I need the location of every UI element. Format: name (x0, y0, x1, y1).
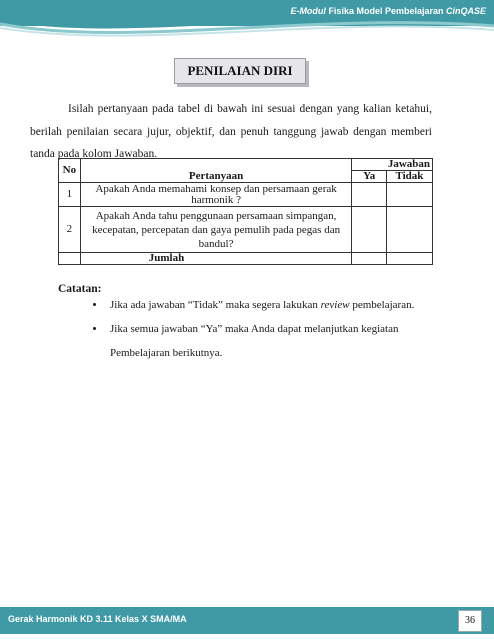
header-title: E-Modul Fisika Model Pembelajaran CinQASE (290, 6, 486, 16)
answer-yes-cell[interactable] (352, 207, 386, 253)
answer-yes-cell[interactable] (352, 183, 386, 207)
row-number: 1 (59, 183, 81, 207)
list-item: • Jika semua jawaban “Ya” maka Anda dapat melanjutkan kegiatan Pembelajaran berikutnya. (106, 317, 451, 365)
total-tidak-cell[interactable] (386, 253, 432, 265)
header-tidak: Tidak (386, 171, 432, 183)
footer-text: Gerak Harmonik KD 3.11 Kelas X SMA/MA (8, 614, 187, 624)
table-row (59, 207, 433, 253)
row-question: Apakah Anda tahu penggunaan persamaan simpangan, kecepatan, percepatan dan gaya pemulih pada pegas dan bandul? (80, 207, 352, 253)
row-number: 2 (59, 207, 81, 253)
list-item: • Jika ada jawaban “Tidak” maka segera lakukan review pembelajaran. (106, 293, 451, 317)
row-question: Apakah Anda memahami konsep dan persamaan gerak harmonik ? (80, 183, 352, 207)
total-label: Jumlah (80, 253, 352, 265)
table-header-row (59, 159, 433, 171)
header-answer: Jawaban (352, 159, 433, 171)
self-assessment-table (58, 158, 433, 265)
notes-heading: Catatan: (58, 283, 102, 295)
section-title: PENILAIAN DIRI (174, 58, 306, 84)
page-number: 36 (458, 610, 482, 632)
answer-tidak-cell[interactable] (386, 207, 432, 253)
table-total-row (59, 253, 433, 265)
answer-tidak-cell[interactable] (386, 183, 432, 207)
header-yes: Ya (352, 171, 386, 183)
notes-list (92, 293, 451, 365)
intro-paragraph: Isilah pertanyaan pada tabel di bawah ini sesuai dengan yang kalian ketahui, berilah penilaian secara jujur, objektif, dan penuh tanggung jawab dengan memberi tanda pada kolom Jawaban. (30, 103, 432, 160)
header-question: Pertanyaan (80, 159, 352, 183)
total-yes-cell[interactable] (352, 253, 386, 265)
header-no: No (59, 159, 81, 183)
table-row (59, 183, 433, 207)
